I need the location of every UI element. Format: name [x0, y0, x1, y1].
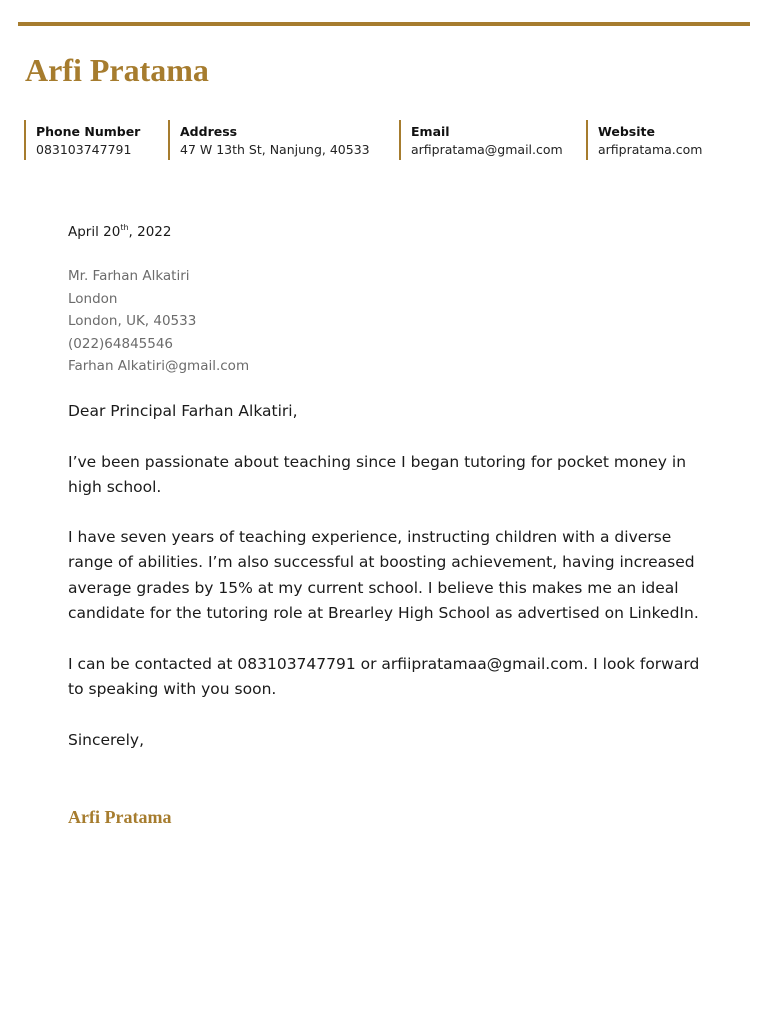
contact-email: [399, 120, 579, 160]
phone-label: Phone Number: [36, 124, 141, 139]
recipient-block: [68, 265, 708, 378]
header-divider: [18, 22, 750, 26]
letter-date: [68, 222, 708, 242]
closing: Sincerely,: [68, 731, 145, 749]
contact-website: [586, 120, 746, 160]
paragraph-contact: I can be contacted at 083103747791 or arfiipratamaa@gmail.com. I look forward to speaking with you soon.: [68, 655, 700, 699]
contact-phone: [24, 120, 164, 160]
website-value: arfipratama.com: [598, 142, 703, 157]
recipient-email: Farhan Alkatiri@gmail.com: [68, 358, 250, 375]
date-ordinal: th: [120, 223, 129, 232]
paragraph-experience: I have seven years of teaching experience, instructing children with a diverse range of abilities. I’m also successful at boosting achievement, having increased average grades by 15% at my current school. I believe this makes me an ideal candidate for the tutoring role at Brearley High School as advertised on LinkedIn.: [68, 528, 699, 623]
recipient-phone: (022)64845546: [68, 335, 174, 352]
address-value: 47 W 13th St, Nanjung, 40533: [180, 142, 370, 157]
phone-value: 083103747791: [36, 142, 132, 157]
date-year: , 2022: [128, 224, 172, 240]
email-label: Email: [411, 124, 450, 139]
date-day: April 20: [68, 224, 121, 240]
contact-address: [168, 120, 393, 160]
recipient-city: London: [68, 290, 118, 307]
salutation: Dear Principal Farhan Alkatiri,: [68, 402, 298, 420]
signature-name: Arfi Pratama: [68, 807, 172, 827]
address-label: Address: [180, 124, 238, 139]
paragraph-intro: I’ve been passionate about teaching since I began tutoring for pocket money in high school.: [68, 453, 687, 497]
recipient-name: Mr. Farhan Alkatiri: [68, 268, 190, 284]
website-label: Website: [598, 124, 655, 139]
recipient-address: London, UK, 40533: [68, 313, 197, 330]
email-value: arfipratama@gmail.com: [411, 142, 563, 157]
applicant-name: Arfi Pratama: [25, 52, 209, 88]
